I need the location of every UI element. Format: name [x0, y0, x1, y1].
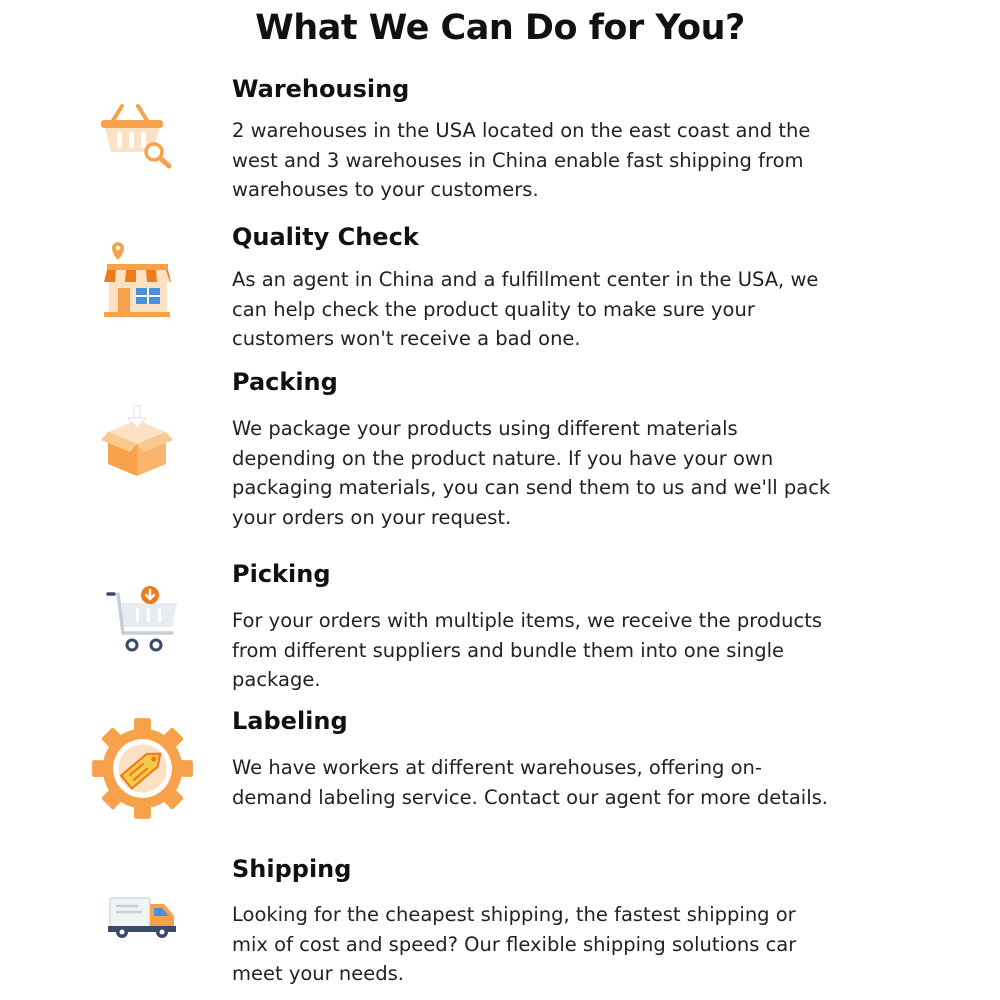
delivery-truck-icon	[92, 870, 182, 960]
service-heading: Quality Check	[232, 223, 419, 251]
service-heading: Picking	[232, 560, 331, 588]
basket-search-icon	[92, 92, 182, 182]
service-heading: Labeling	[232, 707, 348, 735]
service-description: 2 warehouses in the USA located on the east coast and the west and 3 warehouses in China enable fast shipping from warehouses to your customers.	[232, 119, 811, 201]
service-heading: Shipping	[232, 855, 352, 883]
shopping-cart-icon	[92, 577, 182, 667]
service-description: We have workers at different warehouses, offering on-demand labeling service. Contact our agent for more details.	[232, 756, 828, 809]
storefront-icon	[92, 240, 182, 330]
service-heading: Packing	[232, 368, 338, 396]
gear-tag-icon	[90, 716, 195, 821]
service-heading: Warehousing	[232, 75, 410, 103]
service-description: We package your products using different materials depending on the product nature. If you have your own packaging materials, you can send them to us and we'll pack your orders on your request.	[232, 417, 831, 529]
service-description: For your orders with multiple items, we receive the products from different suppliers and bundle them into one single package.	[232, 609, 823, 691]
service-description: As an agent in China and a fulfillment center in the USA, we can help check the product quality to make sure your customers won't receive a bad one.	[232, 268, 819, 350]
service-description: Looking for the cheapest shipping, the fastest shipping or mix of cost and speed? Our flexible shipping solutions car meet your needs.	[232, 903, 797, 985]
page-title: What We Can Do for You?	[255, 8, 745, 48]
package-box-icon	[92, 400, 182, 490]
